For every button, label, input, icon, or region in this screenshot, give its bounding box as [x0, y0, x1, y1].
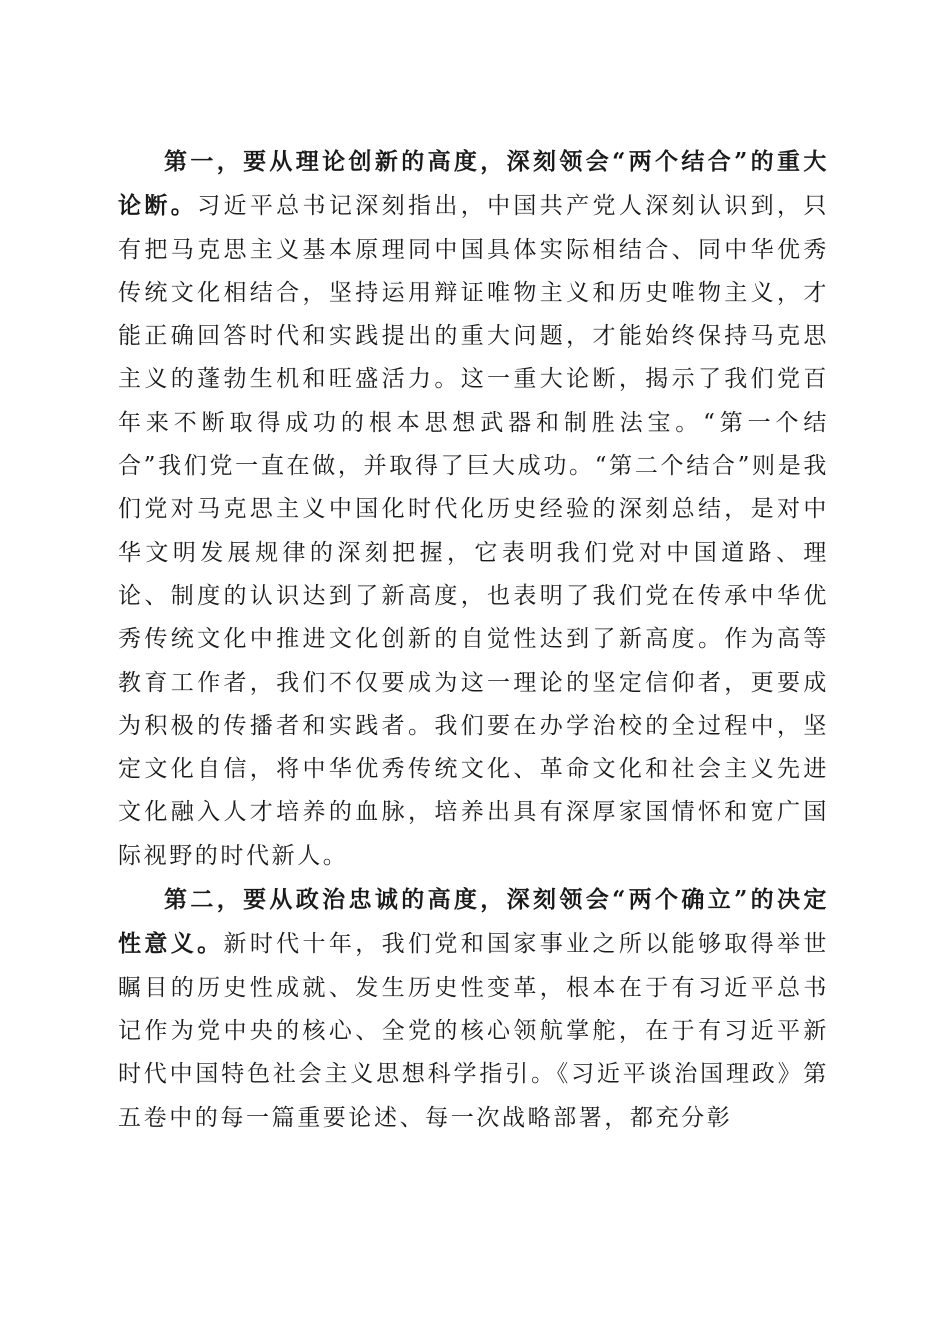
paragraph-second-body: 新时代十年，我们党和国家事业之所以能够取得举世瞩目的历史性成就、发生历史性变革，根本在于有习近平总书记作为党中央的核心、全党的核心领航掌舵，在于有习近平新时代中国特色社会主义思想科学指引。《习近平谈治国理政》第五卷中的每一篇重要论述、每一次战略部署，都充分彰 [118, 931, 829, 1131]
document-body [118, 140, 829, 1140]
paragraph-second-lead: 第二，要从政治忠诚的高度，深刻领会“两个确立”的决定性意义。 [118, 886, 829, 958]
paragraph-second [118, 878, 829, 1140]
paragraph-first-body: 习近平总书记深刻指出，中国共产党人深刻认识到，只有把马克思主义基本原理同中国具体实际相结合、同中华优秀传统文化相结合，坚持运用辩证唯物主义和历史唯物主义，才能正确回答时代和实践提出的重大问题，才能始终保持马克思主义的蓬勃生机和旺盛活力。这一重大论断，揭示了我们党百年来不断取得成功的根本思想武器和制胜法宝。“第一个结合”我们党一直在做，并取得了巨大成功。“第二个结合”则是我们党对马克思主义中国化时代化历史经验的深刻总结，是对中华文明发展规律的深刻把握，它表明我们党对中国道路、理论、制度的认识达到了新高度，也表明了我们党在传承中华优秀传统文化中推进文化创新的自觉性达到了新高度。作为高等教育工作者，我们不仅要成为这一理论的坚定信仰者，更要成为积极的传播者和实践者。我们要在办学治校的全过程中，坚定文化自信，将中华优秀传统文化、革命文化和社会主义先进文化融入人才培养的血脉，培养出具有深厚家国情怀和宽广国际视野的时代新人。 [118, 193, 829, 869]
paragraph-first-lead: 第一，要从理论创新的高度，深刻领会“两个结合”的重大论断。 [118, 148, 829, 220]
paragraph-first [118, 140, 829, 878]
